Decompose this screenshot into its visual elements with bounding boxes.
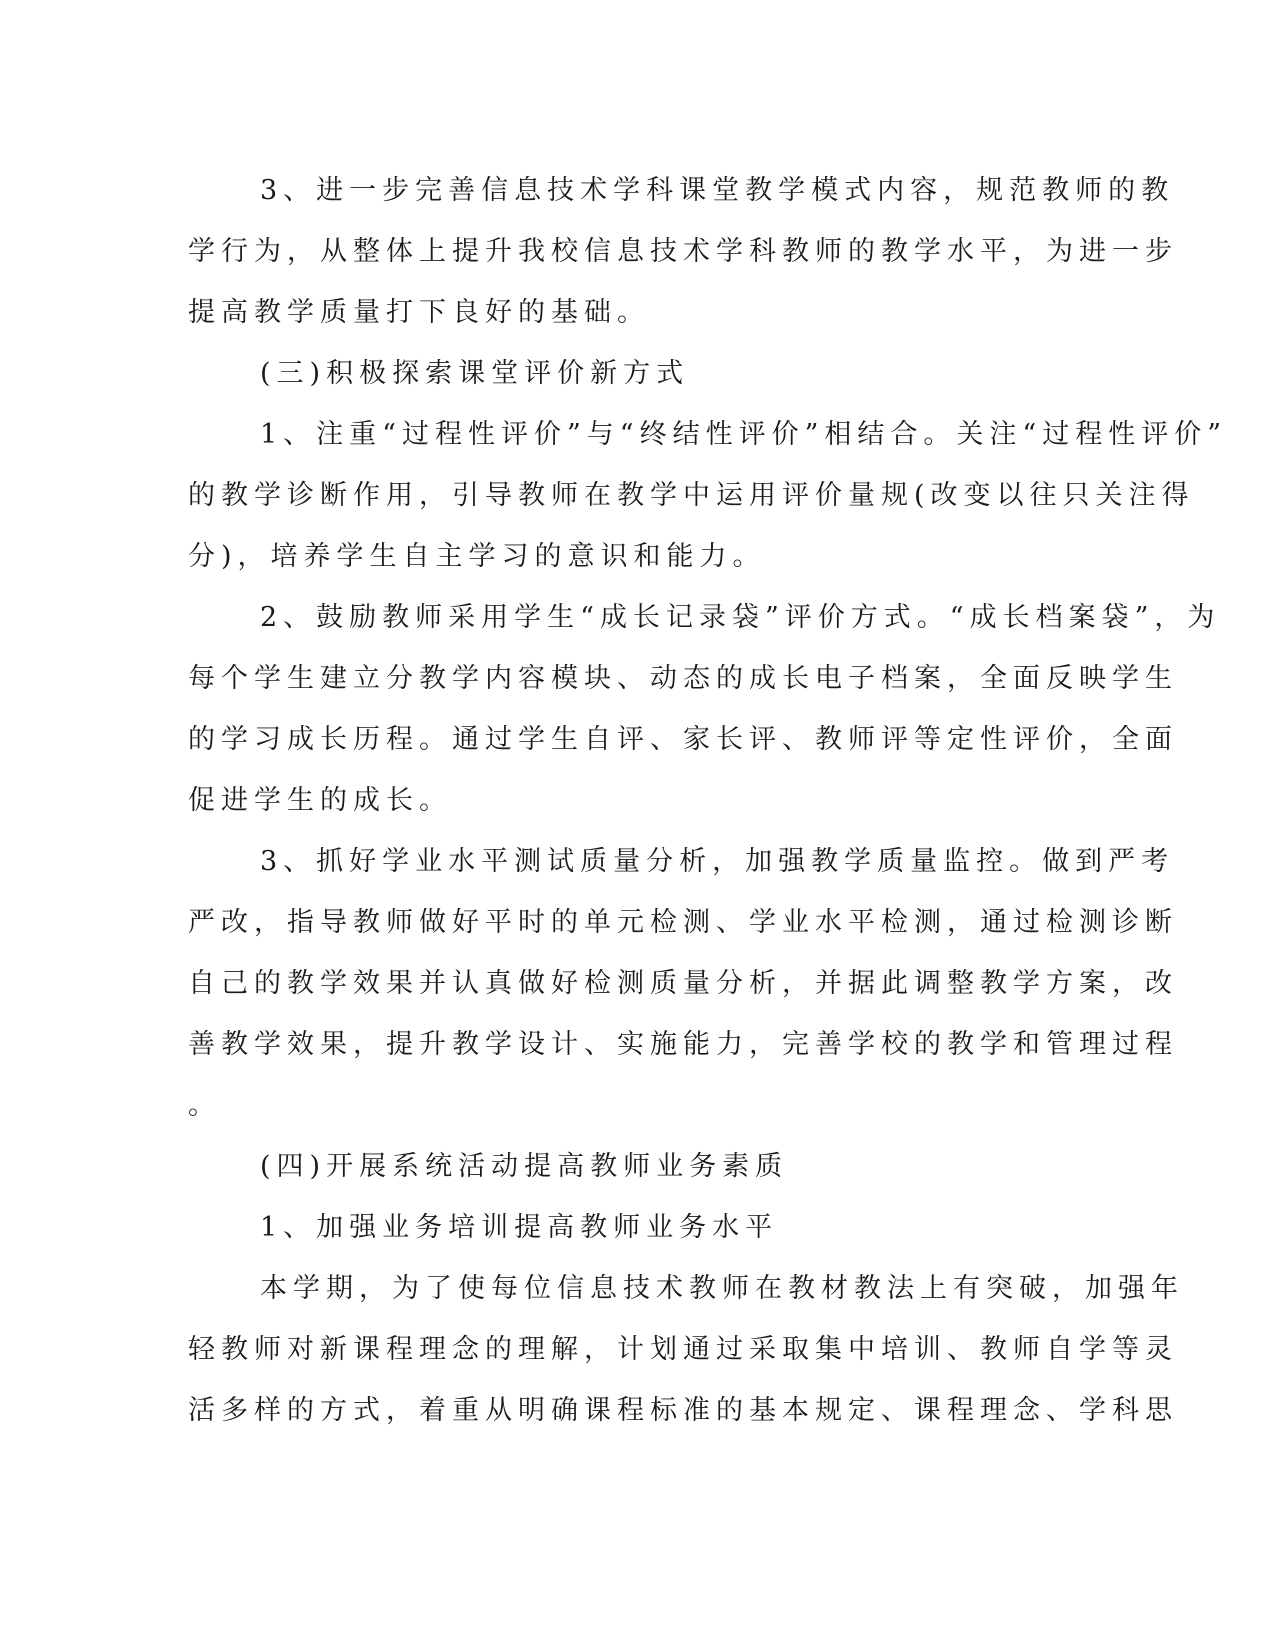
subsection-heading: 1、加强业务培训提高教师业务水平 — [260, 1212, 779, 1243]
text-line: 的学习成长历程。通过学生自评、家长评、教师评等定性评价，全面 — [188, 724, 1178, 755]
document-body — [188, 160, 1227, 1441]
section-heading: (三)积极探索课堂评价新方式 — [260, 358, 690, 389]
text-line: 每个学生建立分教学内容模块、动态的成长电子档案，全面反映学生 — [188, 663, 1178, 694]
text-line: 自己的教学效果并认真做好检测质量分析，并据此调整教学方案，改 — [188, 968, 1178, 999]
text-line: 的教学诊断作用，引导教师在教学中运用评价量规(改变以往只关注得 — [188, 480, 1195, 511]
text-line: 善教学效果，提升教学设计、实施能力，完善学校的教学和管理过程 — [188, 1029, 1178, 1060]
text-line: 2、鼓励教师采用学生“成长记录袋”评价方式。“成长档案袋”，为 — [260, 602, 1221, 633]
text-line: 活多样的方式，着重从明确课程标准的基本规定、课程理念、学科思 — [188, 1395, 1178, 1426]
text-line: 轻教师对新课程理念的理解，计划通过采取集中培训、教师自学等灵 — [188, 1334, 1178, 1365]
text-line: 分)，培养学生自主学习的意识和能力。 — [188, 541, 766, 572]
text-line: 1、注重“过程性评价”与“终结性评价”相结合。关注“过程性评价” — [260, 419, 1227, 450]
text-line: 本学期，为了使每位信息技术教师在教材教法上有突破，加强年 — [260, 1273, 1184, 1304]
text-line: 3、进一步完善信息技术学科课堂教学模式内容，规范教师的教 — [260, 175, 1175, 206]
text-line: 严改，指导教师做好平时的单元检测、学业水平检测，通过检测诊断 — [188, 907, 1178, 938]
section-heading: (四)开展系统活动提高教师业务素质 — [260, 1151, 789, 1182]
text-line: 促进学生的成长。 — [188, 785, 452, 816]
text-line: 学行为，从整体上提升我校信息技术学科教师的教学水平，为进一步 — [188, 236, 1178, 267]
text-line: 3、抓好学业水平测试质量分析，加强教学质量监控。做到严考 — [260, 846, 1175, 877]
text-line: 提高教学质量打下良好的基础。 — [188, 297, 650, 328]
text-line: 。 — [188, 1090, 221, 1121]
